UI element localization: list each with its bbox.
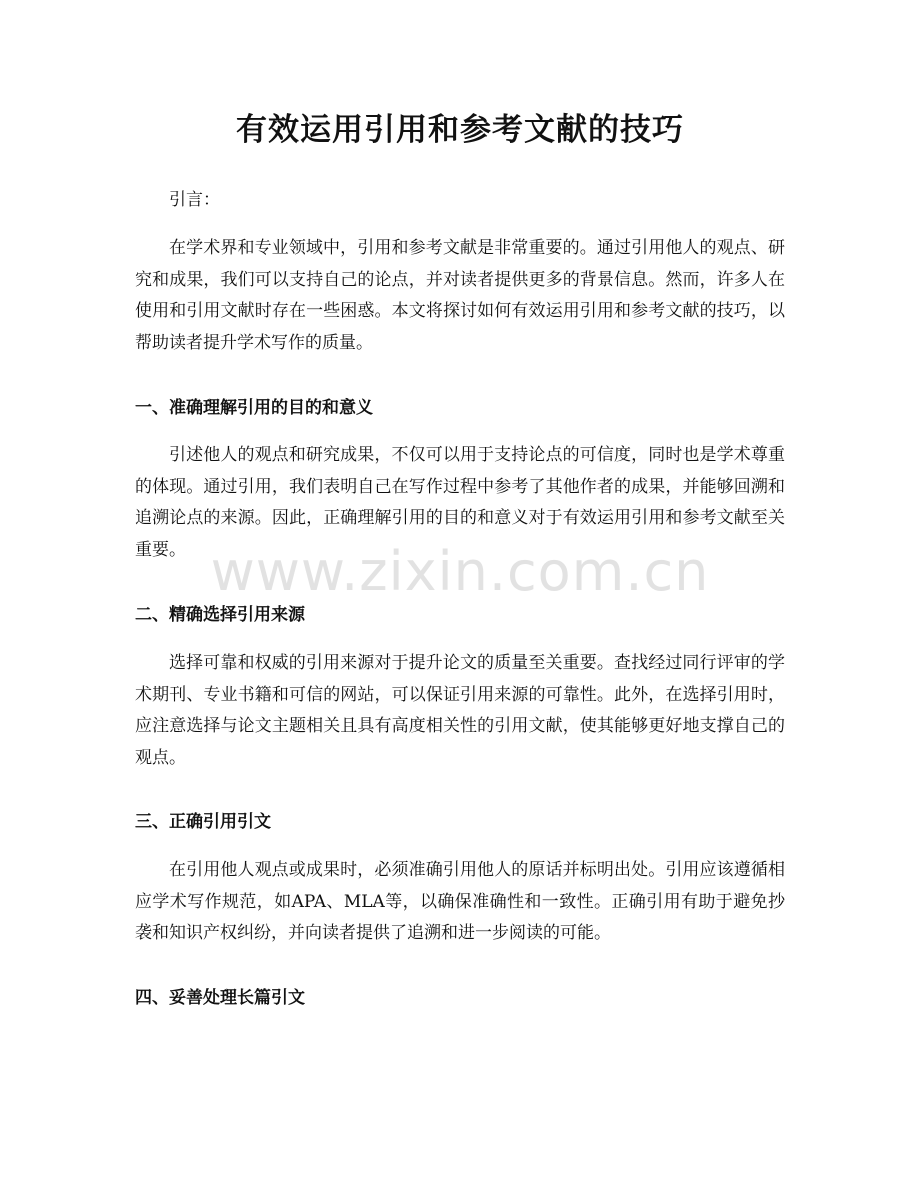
section-paragraph-1: 引述他人的观点和研究成果，不仅可以用于支持论点的可信度，同时也是学术尊重的体现。通过引用，我们表明自己在写作过程中参考了其他作者的成果，并能够回溯和追溯论点的来源。因此，正确理解引用的目的和意义对于有效运用引用和参考文献至关重要。 (135, 445, 785, 560)
document-title: 有效运用引用和参考文献的技巧 (236, 112, 684, 148)
section-heading-4: 四、妥善处理长篇引文 (135, 988, 305, 1008)
watermark-text: www.zixin.com.cn (210, 540, 710, 603)
section-heading-3: 三、正确引用引文 (135, 812, 271, 832)
section-heading-2: 二、精确选择引用来源 (135, 605, 305, 625)
section-paragraph-3: 在引用他人观点或成果时，必须准确引用他人的原话并标明出处。引用应该遵循相应学术写作规范，如APA、MLA等，以确保准确性和一致性。正确引用有助于避免抄袭和知识产权纠纷，并向读者提供了追溯和进一步阅读的可能。 (135, 860, 785, 943)
section-paragraph-2: 选择可靠和权威的引用来源对于提升论文的质量至关重要。查找经过同行评审的学术期刊、专业书籍和可信的网站，可以保证引用来源的可靠性。此外，在选择引用时，应注意选择与论文主题相关且具有高度相关性的引用文献，使其能够更好地支撑自己的观点。 (135, 653, 785, 768)
intro-label: 引言： (169, 190, 220, 210)
section-heading-1: 一、准确理解引用的目的和意义 (135, 398, 373, 418)
intro-paragraph: 在学术界和专业领域中，引用和参考文献是非常重要的。通过引用他人的观点、研究和成果，我们可以支持自己的论点，并对读者提供更多的背景信息。然而，许多人在使用和引用文献时存在一些困惑。本文将探讨如何有效运用引用和参考文献的技巧，以帮助读者提升学术写作的质量。 (135, 238, 785, 353)
